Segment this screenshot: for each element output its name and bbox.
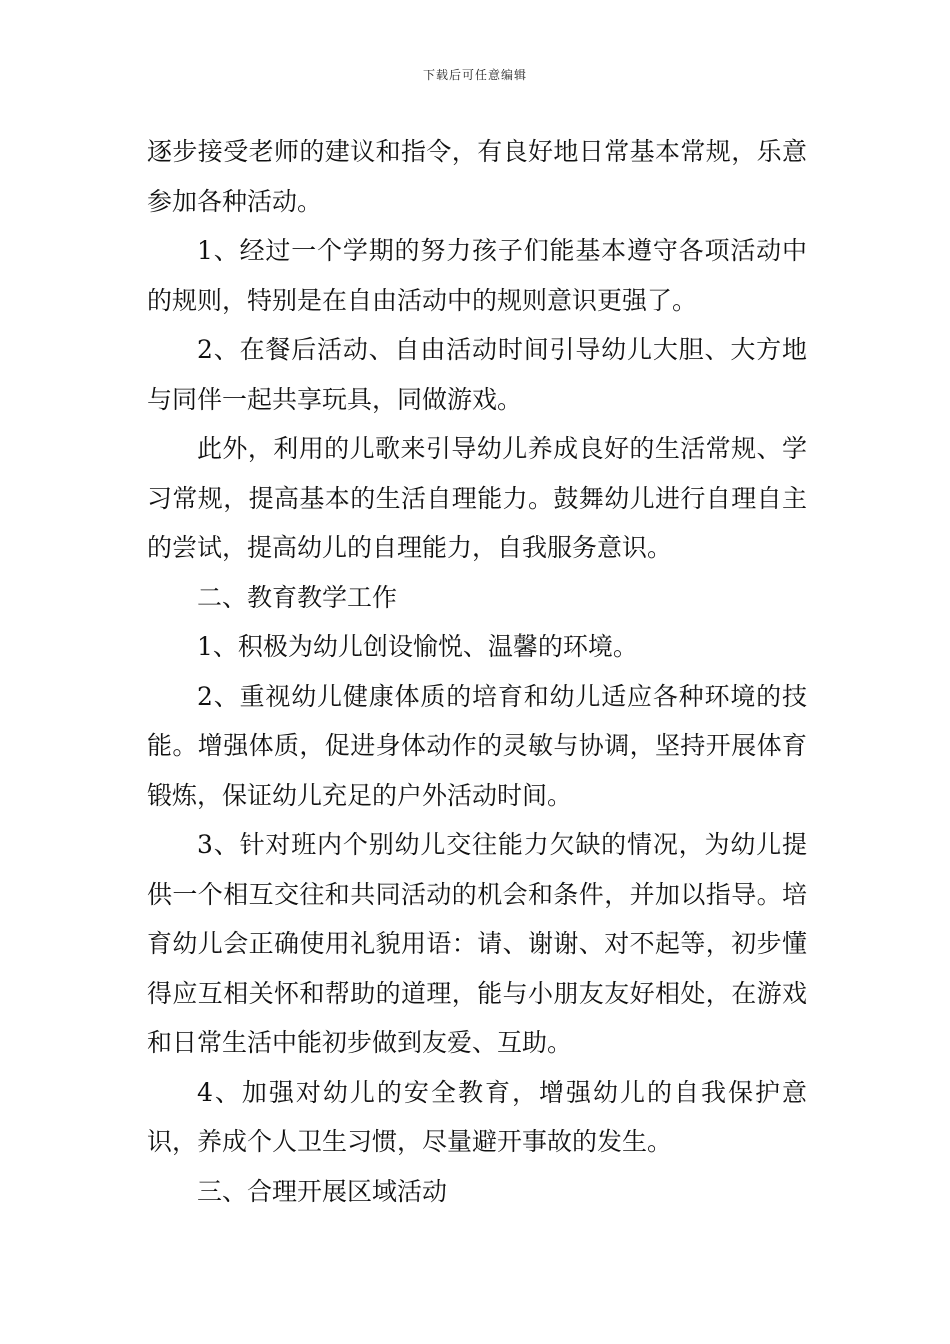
paragraph-7: 3、针对班内个别幼儿交往能力欠缺的情况，为幼儿提供一个相互交往和共同活动的机会和条件，并加以指导。培育幼儿会正确使用礼貌用语：请、谢谢、对不起等，初步懂得应互相关怀和帮助的道理，能与小朋友友好相处，在游戏和日常生活中能初步做到友爱、互助。	[147, 830, 807, 1057]
section-heading-3: 三、合理开展区域活动	[197, 1176, 448, 1206]
paragraph-6: 2、重视幼儿健康体质的培育和幼儿适应各种环境的技能。增强体质，促进身体动作的灵敏与协调，坚持开展体育锻炼，保证幼儿充足的户外活动时间。	[147, 681, 807, 810]
paragraph-2: 1、经过一个学期的努力孩子们能基本遵守各项活动中的规则，特别是在自由活动中的规则意识更强了。	[147, 236, 807, 315]
section-heading-2: 二、教育教学工作	[197, 582, 398, 612]
paragraph-1: 逐步接受老师的建议和指令，有良好地日常基本常规，乐意参加各种活动。	[147, 137, 807, 216]
paragraph-5: 1、积极为幼儿创设愉悦、温馨的环境。	[197, 632, 638, 661]
header-note: 下载后可任意编辑	[422, 68, 527, 82]
document-body	[147, 127, 807, 1216]
paragraph-4: 此外，利用的儿歌来引导幼儿养成良好的生活常规、学习常规，提高基本的生活自理能力。鼓舞幼儿进行自理自主的尝试，提高幼儿的自理能力，自我服务意识。	[147, 434, 807, 562]
paragraph-3: 2、在餐后活动、自由活动时间引导幼儿大胆、大方地与同伴一起共享玩具，同做游戏。	[147, 335, 807, 414]
paragraph-8: 4、加强对幼儿的安全教育，增强幼儿的自我保护意识，养成个人卫生习惯，尽量避开事故的发生。	[147, 1077, 807, 1156]
